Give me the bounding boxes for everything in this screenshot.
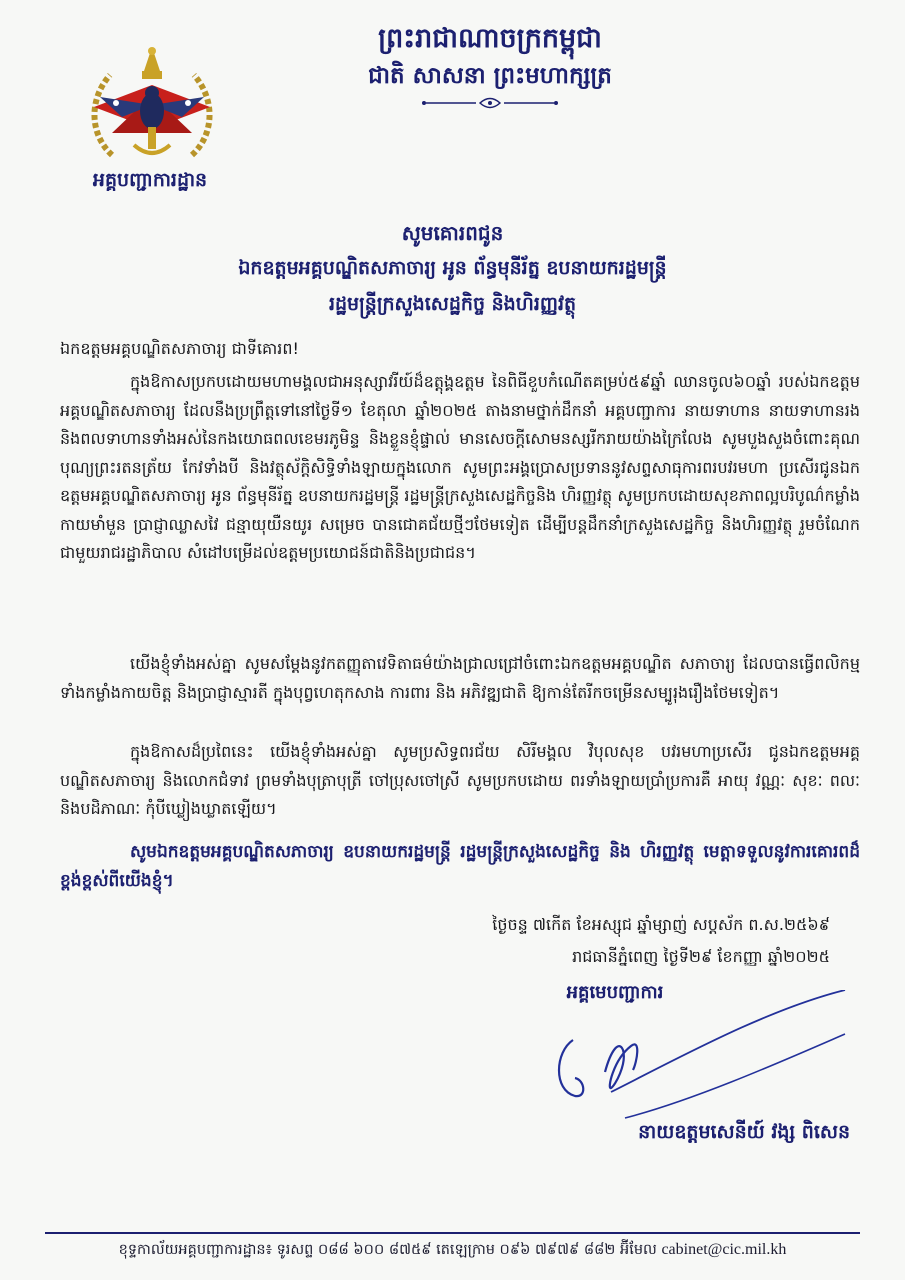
command-label: អគ្គបញ្ជាការដ្ឋាន [92,169,208,191]
recipient-position: រដ្ឋមន្ត្រីក្រសួងសេដ្ឋកិច្ច និងហិរញ្ញវត្ថុ [328,293,577,315]
salutation: ឯកឧត្តមអគ្គបណ្ឌិតសភាចារ្យ ជាទីគោរព! [60,339,299,358]
body-paragraph-3 [60,738,860,824]
closing-text: សូមឯកឧត្តមអគ្គបណ្ឌិតសភាចារ្យ ឧបនាយករដ្ឋមន្ត្រី រដ្ឋមន្ត្រីក្រសួងសេដ្ឋកិច្ច និង ហិរញ្ញវត្ថុ មេត្តាទទួលនូវការគោរពដ៏ខ្ពង់ខ្ពស់ពីយើងខ្ញុំ។ [60,842,860,891]
place-and-date: រាជធានីភ្នំពេញ ថ្ងៃទី២៩ ខែកញ្ញា ឆ្នាំ២០២៥ [572,947,830,966]
footer-contact [45,1241,860,1262]
paragraph-2-text: យើងខ្ញុំទាំងអស់គ្នា សូមសម្តែងនូវកតញ្ញុតាវេទិតាធម៌យ៉ាងជ្រាលជ្រៅចំពោះឯកឧត្តមអគ្គបណ្ឌិត សភាចារ្យ ដែលបានធ្វើពលិកម្មទាំងកម្លាំងកាយចិត្ត និងប្រាជ្ញាស្មារតី ក្នុងបុព្វហេតុកសាង ការពារ និង អភិវឌ្ឍជាតិ ឱ្យកាន់តែរីកចម្រើនសម្បូរុងរឿងថែមទៀត។ [60,654,860,702]
signatory-name: នាយឧត្តមសេនីយ៍ វង្ស ពិសេន [638,1121,850,1143]
military-emblem-logo [82,45,222,167]
body-paragraph-1 [60,368,860,568]
recipient-greeting: សូមគោរពជូន [401,221,504,245]
recipient-name: ឯកឧត្តមអគ្គបណ្ឌិតសភាចារ្យ អូន ព័ន្ធមុនីរ័ត្ន ឧបនាយករដ្ឋមន្ត្រី [238,257,667,279]
closing-paragraph [60,838,860,895]
kingdom-heading: ព្រះរាជាណាចក្រកម្ពុជា [378,23,602,54]
lunar-date: ថ្ងៃចន្ទ ៧កើត ខែអស្សុជ ឆ្នាំម្សាញ់ សប្តស័ក ព.ស.២៥៦៩ [492,915,830,934]
footer-contact-text: ខុទ្ទកាល័យអគ្គបញ្ជាការដ្ឋាន៖ ទូរសព្ទ ០៨៨ ៦០០ ៨៧៥៩ តេឡេក្រាម ០៩៦ ៧៩៧៩ ៨៨២ អ៊ីមែល [118,1242,657,1258]
paragraph-1-text: ក្នុងឱកាសប្រកបដោយមហាមង្គលជាអនុស្សាវរីយ៍ដ៏ឧត្តុង្គឧត្តម នៃពិធីខួបកំណើតគម្រប់៥៩ឆ្នាំ ឈានចូល៦០ឆ្នាំ របស់ឯកឧត្តមអគ្គបណ្ឌិតសភាចារ្យ ដែលនឹងប្រព្រឹត្តទៅនៅថ្ងៃទី១ ខែតុលា ឆ្នាំ២០២៥ តាងនាមថ្នាក់ដឹកនាំ អគ្គបញ្ជាការ នាយទាហាន នាយទាហានរង និងពលទាហានទាំងអស់នៃកងយោធពលខេមរភូមិន្ទ និងខ្លួនខ្ញុំផ្ទាល់ មានសេចក្តីសោមនស្សរីករាយយ៉ាងក្រៃលែង សូមបួងសួងចំពោះគុណបុណ្យព្រះរតនត្រ័យ កែវទាំងបី និងវត្ថុស័ក្តិសិទ្ធិទាំងឡាយក្នុងលោក សូមព្រះអង្គប្រោសប្រទាននូវសព្ទសាធុការពរបវរមហា ប្រសើរជូនឯកឧត្តមអគ្គបណ្ឌិតសភាចារ្យ អូន ព័ន្ធមុនីរ័ត្ន ឧបនាយករដ្ឋមន្ត្រី រដ្ឋមន្ត្រីក្រសួងសេដ្ឋកិច្ចនិង ហិរញ្ញវត្ថុ សូមប្រកបដោយសុខភាពល្អបរិបូណ៌កម្លាំងកាយមាំមួន ប្រាជ្ញាឈ្លាសវៃ ជន្មាយុយឺនយូរ សម្រេច បានជោគជ័យថ្មីៗថែមទៀត ដើម្បីបន្តដឹកនាំក្រសួងសេដ្ឋកិច្ច និងហិរញ្ញវត្ថុ រួមចំណែកជាមួយរាជរដ្ឋាភិបាល សំដៅបម្រើដល់ឧត្តមប្រយោជន៍ជាតិនិងប្រជាជន។ [60,372,860,562]
national-motto: ជាតិ សាសនា ព្រះមហាក្សត្រ [368,63,612,89]
signatory-title: អគ្គមេបញ្ជាការ [566,982,664,1003]
handwritten-signature [545,990,855,1140]
footer-email: cabinet@cic.mil.kh [661,1241,787,1258]
footer-rule [45,1232,860,1234]
body-paragraph-2 [60,650,860,707]
divider-ornament [420,96,560,110]
paragraph-3-text: ក្នុងឱកាសដ៏ប្រពៃនេះ យើងខ្ញុំទាំងអស់គ្នា សូមប្រសិទ្ធពរជ័យ សិរីមង្គល វិបុលសុខ បវរមហាប្រសើរ ជូនឯកឧត្តមអគ្គបណ្ឌិតសភាចារ្យ និងលោកជំទាវ ព្រមទាំងបុត្រាបុត្រី ចៅប្រុសចៅស្រី សូមប្រកបដោយ ពរទាំងឡាយប្រាំប្រការគឺ អាយុ វណ្ណៈ សុខៈ ពលៈ និងបដិភាណៈ កុំបីឃ្លៀងឃ្លាតឡើយ។ [60,742,860,818]
